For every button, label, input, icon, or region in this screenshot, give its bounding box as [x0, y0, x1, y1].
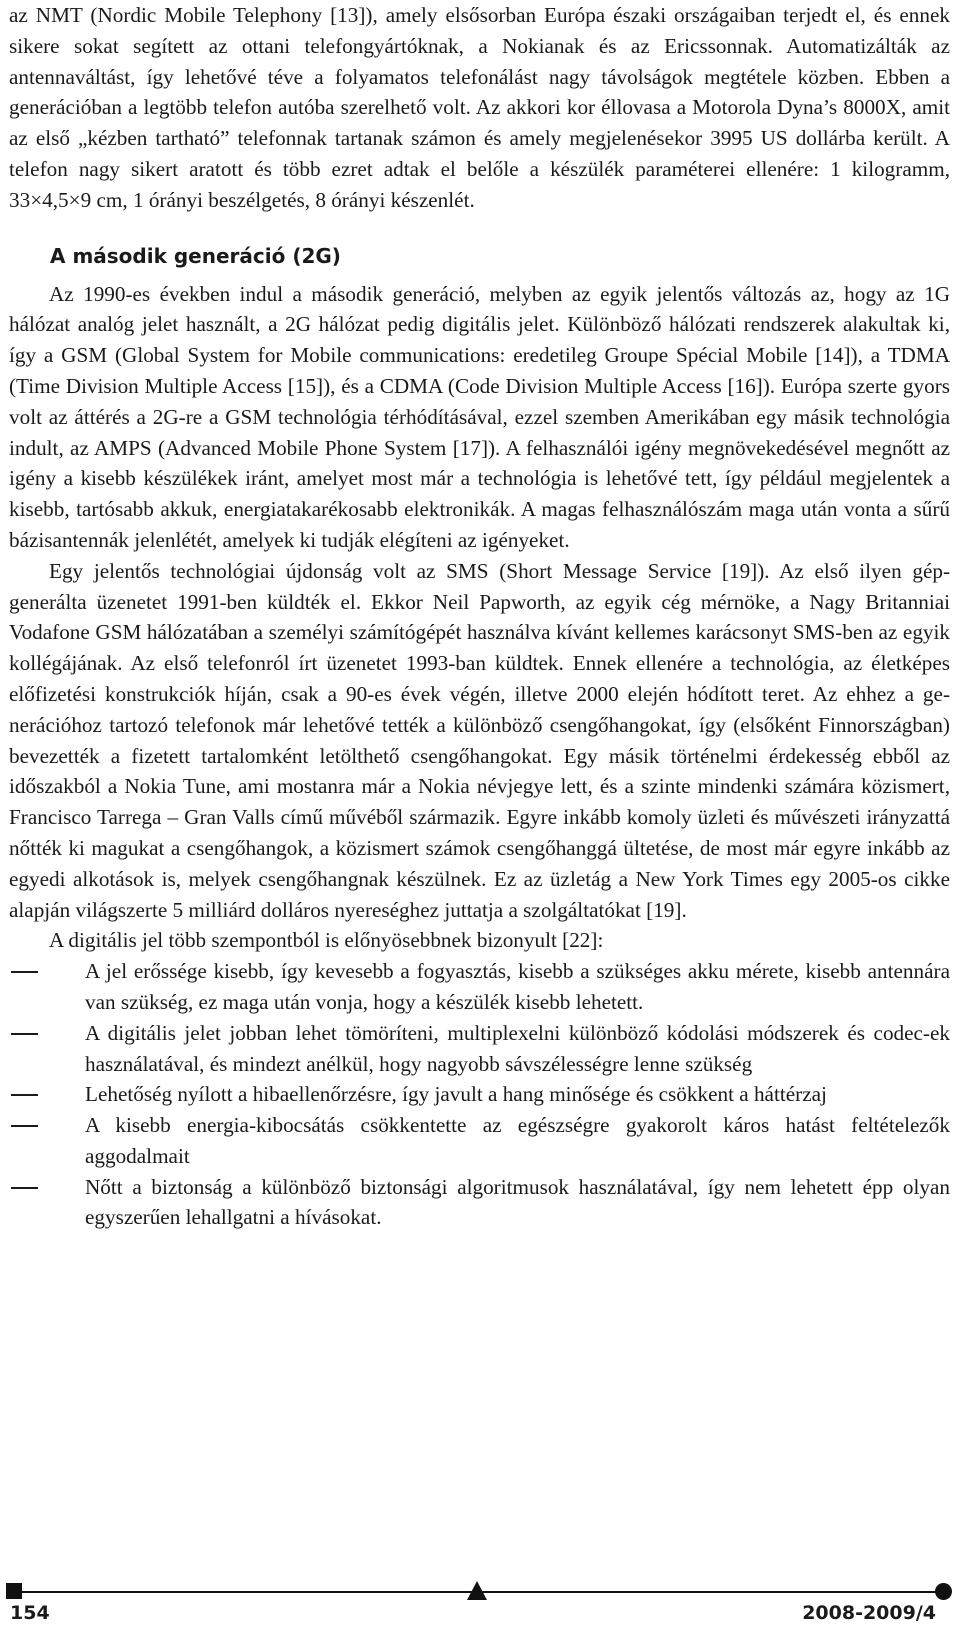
body-paragraph-3: A digitális jel több szempontból is előnyösebbnek bizonyult [22]:	[49, 928, 604, 953]
list-item	[9, 1172, 950, 1234]
list-item	[9, 1079, 950, 1110]
dash-bullet-icon	[11, 1187, 38, 1189]
list-item-text: A jel erőssége kisebb, így kevesebb a fogyasztás, kisebb a szükséges akku mérete, kisebb antennára van szükség, ez maga után vonja, hogy a készülék kisebb lehetett.	[85, 959, 950, 1014]
dash-bullet-icon	[11, 1094, 38, 1096]
square-icon	[6, 1583, 22, 1599]
dash-bullet-icon	[11, 971, 38, 973]
list-item-text: A digitális jelet jobban lehet tömöríteni, multiplexelni különböző kódolási módszerek és codec-ek használatával, és mindezt anélkül, hogy nagyobb sávszélességre lenne szükség	[85, 1020, 950, 1076]
list-item-text: Nőtt a biztonság a különböző biztonsági algoritmusok használatával, így nem lehetett épp olyan egyszerűen lehallgatni a hívásokat.	[85, 1174, 950, 1230]
advantages-list	[9, 956, 950, 1233]
list-item	[9, 956, 950, 1018]
body-paragraph-1: Az 1990-es években indul a második generáció, melyben az egyik jelentős változás az, hogy az 1G hálózat analóg jelet használt, a 2G hálózat pedig digitális jelet. Különböző hálózati rendszerek alakultak ki, így a GSM (Global System for Mobile communications: eredetileg Groupe Spécial Mobile [14]), a TDMA (Time Division Multiple Access [15]), és a CDMA (Code Division Multiple Access [16]). Európa szerte gyors volt az áttérés a 2G-re a GSM technológia térhódításával, ezzel szemben Amerikában egy másik technológia indult, az AMPS (Advanced Mobile Phone System [17]). A felhasználói igény megnövekedésével megnőtt az igény a kisebb készülékek iránt, amelyet most már a technológia is lehetővé tett, így például megjelentek a kisebb, tartósabb akkuk, energiatakarékosabb elektronikák. A magas felhasználószám maga után vonta a sűrű bázisantennák jelenlétét, amelyek ki tudják elégíteni az igényeket.	[9, 281, 950, 552]
page-number: 154	[10, 1602, 50, 1624]
dash-bullet-icon	[11, 1125, 38, 1127]
circle-icon	[935, 1583, 952, 1600]
intro-paragraph: az NMT (Nordic Mobile Telephony [13]), amely elsősorban Európa északi országaiban terjedt el, és ennek sikere sokat segített az ottani telefongyártóknak, a Nokianak és az Ericssonnak. Automatizálták az antennaváltást, így lehetővé téve a folyamatos telefonálást nagy távolságok megtétele közben. Ebben a generációban a legtöbb telefon autóba szerelhető volt. Az akkori kor éllovasa a Motorola Dyna’s 8000X, amit az első „kézben tartható” telefonnak tartanak számon és amely megjelenésekor 3995 US dollárba került. A telefon nagy sikert aratott és több ezret adtak el belőle a készülék paraméterei ellenére: 1 kilogramm, 33×4,5×9 cm, 1 órányi beszélgetés, 8 órányi készenlét.	[9, 3, 950, 212]
page-footer	[0, 1583, 960, 1625]
document-page	[9, 0, 950, 1233]
issue-label: 2008-2009/4	[802, 1602, 936, 1624]
triangle-icon	[467, 1581, 487, 1600]
list-item-text: Lehetőség nyílott a hibaellenőrzésre, így javult a hang minősége és csökkent a háttérzaj	[85, 1082, 827, 1107]
list-item	[9, 1110, 950, 1172]
section-heading: A második generáció (2G)	[50, 243, 341, 268]
dash-bullet-icon	[11, 1033, 38, 1035]
list-item-text: A kisebb energia-kibocsátás csökkentette az egészségre gyakorolt káros hatást feltételezők aggodalmait	[85, 1113, 950, 1168]
list-item	[9, 1018, 950, 1080]
body-paragraph-2: Egy jelentős technológiai újdonság volt az SMS (Short Message Service [19]). Az első ilyen gép-generálta üzenetet 1991-ben küldték el. Ekkor Neil Papworth, az egyik cég mérnöke, a Nagy Britanniai Vodafone GSM hálózatában a személyi számítógépét használva kívánt kellemes karácsonyt SMS-ben az egyik kollégájának. Az első telefonról írt üzenetet 1993-ban küldtek. Ennek ellenére a technológia, az életképes előfizetési konstrukciók híján, csak a 90-es évek végén, illetve 2000 elején hódított teret. Az ehhez a generációhoz tartozó telefonok már lehetővé tették a különböző csengőhangokat, így (elsőként Finnországban) bevezették a fizetett tartalomként letölthető csengőhangokat. Egy másik történelmi érdekesség ebből az időszakból a Nokia Tune, ami mostanra már a Nokia névjegye lett, és a szinte mindenki számára közismert, Francisco Tarrega – Gran Valls című művéből származik. Egyre inkább komoly üzleti és művészeti irányzattá nőtték ki magukat a csengőhangok, a közismert számok csengőhanggá ültetése, de most már egyre inkább az egyedi alkotások is, melyek csengőhangnak készülnek. Ez az üzletág a New York Times egy 2005-os cikke alapján világszerte 5 milliárd dolláros nyereséghez juttatja a szolgáltatókat [19].	[9, 558, 950, 922]
